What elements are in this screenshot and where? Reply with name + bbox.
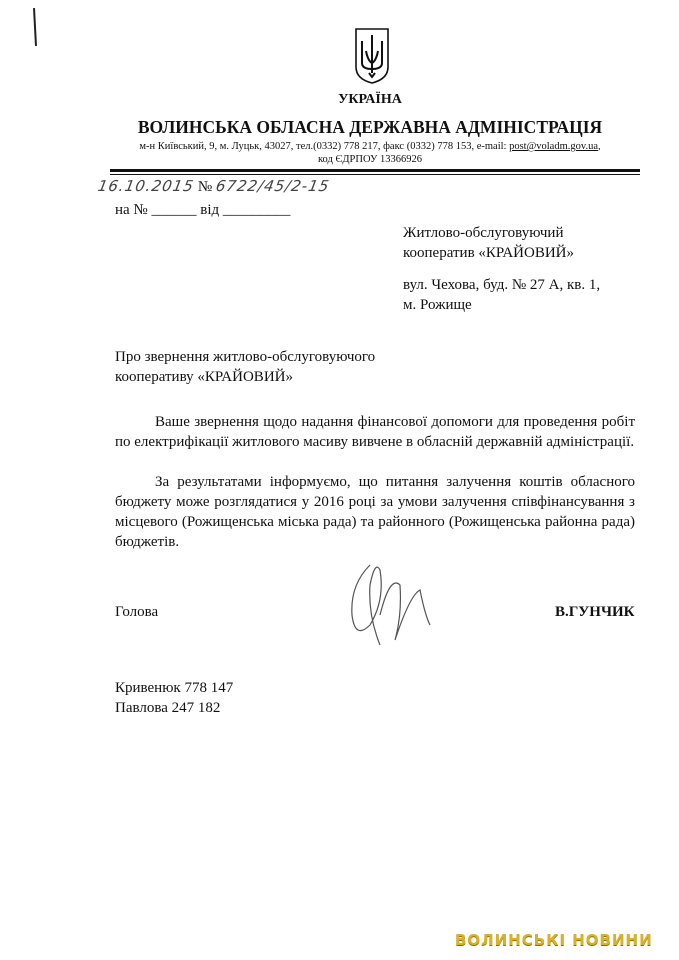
outgoing-number: 6722/45/2-15 bbox=[214, 177, 332, 195]
body-paragraph-2: За результатами інформуємо, що питання залучення коштів обласного бюджету може розглядатися у 2016 році за умови залучення співфінансування з місцевого (Рожищенська міська рада) та районного (Рожищенська районна рада) бюджетів. bbox=[115, 474, 635, 550]
outgoing-date: 16.10.2015 bbox=[96, 177, 196, 195]
subject-line-1: Про звернення житлово-обслуговуючого bbox=[115, 349, 376, 365]
organization-heading: ВОЛИНСЬКА ОБЛАСНА ДЕРЖАВНА АДМІНІСТРАЦІЯ bbox=[137, 117, 603, 137]
outgoing-line bbox=[98, 177, 330, 196]
country-heading: УКРАЇНА bbox=[338, 92, 402, 107]
header-divider-thin bbox=[110, 174, 640, 175]
contact-2: Павлова 247 182 bbox=[115, 700, 221, 716]
number-sign: № bbox=[197, 179, 213, 195]
watermark-logo: ВОЛИНСЬКІ НОВИНИ bbox=[455, 931, 653, 949]
coat-of-arms-trident-icon bbox=[354, 27, 390, 85]
address-text: м-н Київський, 9, м. Луцьк, 43027, тел.(0332) 778 217, факс (0332) 778 153, e-mail: bbox=[139, 141, 510, 152]
recipient-name-2: кооператив «КРАЙОВИЙ» bbox=[403, 245, 574, 261]
recipient-address-2: м. Рожище bbox=[403, 297, 472, 313]
signatory-name: В.ГУНЧИК bbox=[555, 604, 635, 620]
recipient-name-1: Житлово-обслуговуючий bbox=[403, 225, 564, 241]
address-line bbox=[90, 141, 650, 152]
subject-line-2: кооперативу «КРАЙОВИЙ» bbox=[115, 369, 293, 385]
signatory-position: Голова bbox=[115, 604, 159, 620]
reply-reference: на № ______ від _________ bbox=[115, 202, 291, 218]
body-paragraph-1: Ваше звернення щодо надання фінансової допомоги для проведення робіт по електрифікації житлового масиву вивчене в обласній державній адміністрації. bbox=[115, 414, 635, 450]
email-link[interactable]: post@voladm.gov.ua bbox=[509, 141, 598, 152]
code-line: код ЄДРПОУ 13366926 bbox=[317, 154, 423, 165]
recipient-address-1: вул. Чехова, буд. № 27 А, кв. 1, bbox=[403, 277, 601, 293]
contact-1: Кривенюк 778 147 bbox=[115, 680, 234, 696]
margin-mark bbox=[33, 8, 37, 46]
address-tail: , bbox=[597, 141, 601, 152]
handwritten-signature bbox=[330, 555, 450, 655]
header-divider bbox=[110, 169, 640, 172]
